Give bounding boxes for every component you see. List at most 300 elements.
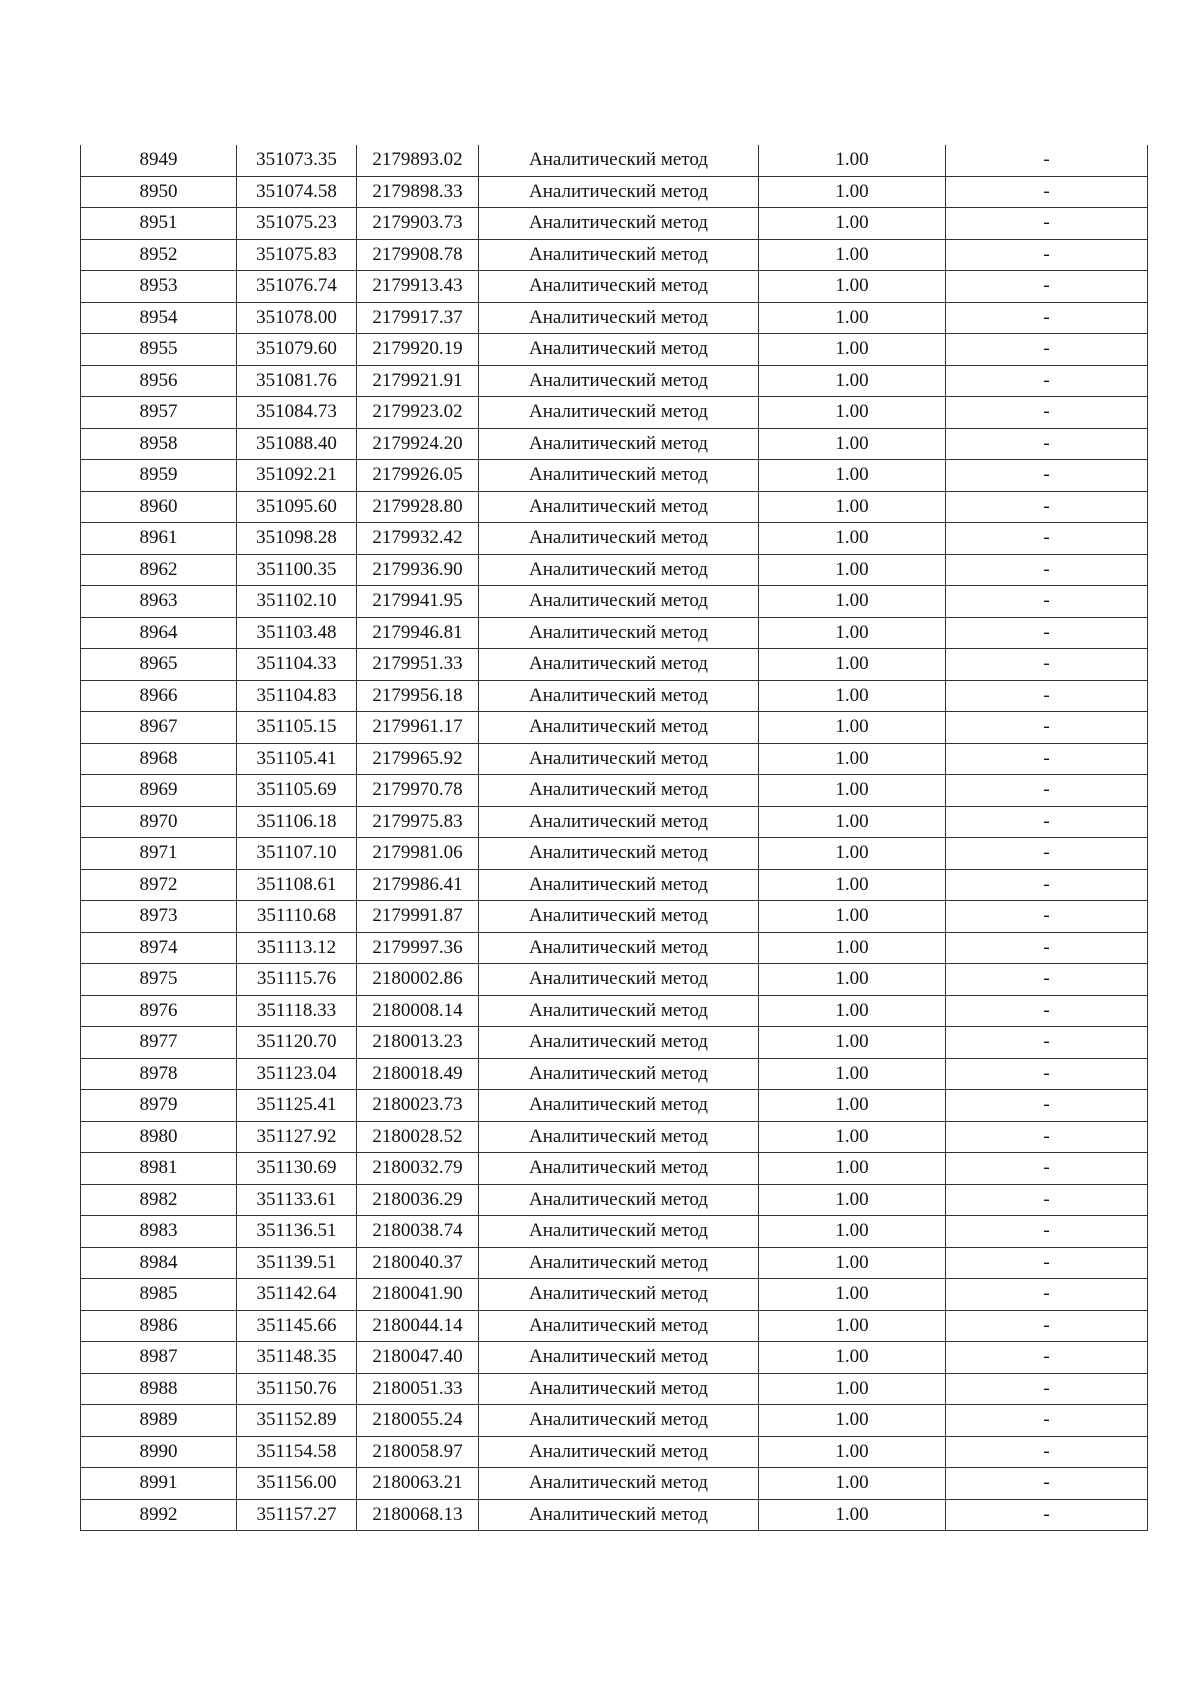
method-cell: Аналитический метод [479, 365, 759, 397]
accuracy-cell: 1.00 [759, 1216, 946, 1248]
table-row [81, 806, 1148, 838]
x-coordinate-cell: 351123.04 [237, 1058, 357, 1090]
point-number-cell: 8961 [81, 523, 237, 555]
point-number-cell: 8983 [81, 1216, 237, 1248]
x-coordinate-cell: 351079.60 [237, 334, 357, 366]
method-cell: Аналитический метод [479, 460, 759, 492]
method-cell: Аналитический метод [479, 1027, 759, 1059]
method-cell: Аналитический метод [479, 1499, 759, 1531]
accuracy-cell: 1.00 [759, 649, 946, 681]
x-coordinate-cell: 351095.60 [237, 491, 357, 523]
note-cell: - [946, 365, 1148, 397]
table-row [81, 208, 1148, 240]
accuracy-cell: 1.00 [759, 334, 946, 366]
note-cell: - [946, 302, 1148, 334]
point-number-cell: 8949 [81, 145, 237, 176]
x-coordinate-cell: 351120.70 [237, 1027, 357, 1059]
method-cell: Аналитический метод [479, 1247, 759, 1279]
accuracy-cell: 1.00 [759, 176, 946, 208]
point-number-cell: 8976 [81, 995, 237, 1027]
point-number-cell: 8966 [81, 680, 237, 712]
note-cell: - [946, 491, 1148, 523]
table-row [81, 743, 1148, 775]
method-cell: Аналитический метод [479, 1468, 759, 1500]
accuracy-cell: 1.00 [759, 964, 946, 996]
x-coordinate-cell: 351098.28 [237, 523, 357, 555]
method-cell: Аналитический метод [479, 964, 759, 996]
point-number-cell: 8974 [81, 932, 237, 964]
table-row [81, 1373, 1148, 1405]
accuracy-cell: 1.00 [759, 617, 946, 649]
y-coordinate-cell: 2179913.43 [357, 271, 479, 303]
y-coordinate-cell: 2180013.23 [357, 1027, 479, 1059]
table-row [81, 964, 1148, 996]
table-row [81, 334, 1148, 366]
note-cell: - [946, 869, 1148, 901]
x-coordinate-cell: 351145.66 [237, 1310, 357, 1342]
table-row [81, 1184, 1148, 1216]
x-coordinate-cell: 351148.35 [237, 1342, 357, 1374]
note-cell: - [946, 649, 1148, 681]
point-number-cell: 8963 [81, 586, 237, 618]
x-coordinate-cell: 351113.12 [237, 932, 357, 964]
accuracy-cell: 1.00 [759, 1090, 946, 1122]
x-coordinate-cell: 351105.15 [237, 712, 357, 744]
point-number-cell: 8989 [81, 1405, 237, 1437]
point-number-cell: 8958 [81, 428, 237, 460]
x-coordinate-cell: 351125.41 [237, 1090, 357, 1122]
x-coordinate-cell: 351157.27 [237, 1499, 357, 1531]
note-cell: - [946, 1216, 1148, 1248]
note-cell: - [946, 1310, 1148, 1342]
accuracy-cell: 1.00 [759, 932, 946, 964]
point-number-cell: 8981 [81, 1153, 237, 1185]
y-coordinate-cell: 2179920.19 [357, 334, 479, 366]
y-coordinate-cell: 2180038.74 [357, 1216, 479, 1248]
table-row [81, 1310, 1148, 1342]
method-cell: Аналитический метод [479, 712, 759, 744]
point-number-cell: 8960 [81, 491, 237, 523]
method-cell: Аналитический метод [479, 775, 759, 807]
accuracy-cell: 1.00 [759, 712, 946, 744]
y-coordinate-cell: 2179956.18 [357, 680, 479, 712]
y-coordinate-cell: 2180028.52 [357, 1121, 479, 1153]
accuracy-cell: 1.00 [759, 460, 946, 492]
note-cell: - [946, 806, 1148, 838]
y-coordinate-cell: 2179936.90 [357, 554, 479, 586]
point-number-cell: 8979 [81, 1090, 237, 1122]
accuracy-cell: 1.00 [759, 145, 946, 176]
method-cell: Аналитический метод [479, 271, 759, 303]
x-coordinate-cell: 351118.33 [237, 995, 357, 1027]
x-coordinate-cell: 351100.35 [237, 554, 357, 586]
accuracy-cell: 1.00 [759, 1342, 946, 1374]
method-cell: Аналитический метод [479, 176, 759, 208]
y-coordinate-cell: 2179903.73 [357, 208, 479, 240]
y-coordinate-cell: 2179970.78 [357, 775, 479, 807]
note-cell: - [946, 554, 1148, 586]
note-cell: - [946, 271, 1148, 303]
y-coordinate-cell: 2179928.80 [357, 491, 479, 523]
accuracy-cell: 1.00 [759, 1436, 946, 1468]
note-cell: - [946, 145, 1148, 176]
note-cell: - [946, 586, 1148, 618]
table-row [81, 1436, 1148, 1468]
table-row [81, 302, 1148, 334]
x-coordinate-cell: 351156.00 [237, 1468, 357, 1500]
x-coordinate-cell: 351105.69 [237, 775, 357, 807]
x-coordinate-cell: 351078.00 [237, 302, 357, 334]
y-coordinate-cell: 2180058.97 [357, 1436, 479, 1468]
method-cell: Аналитический метод [479, 932, 759, 964]
method-cell: Аналитический метод [479, 617, 759, 649]
table-row [81, 649, 1148, 681]
accuracy-cell: 1.00 [759, 491, 946, 523]
accuracy-cell: 1.00 [759, 1279, 946, 1311]
note-cell: - [946, 964, 1148, 996]
x-coordinate-cell: 351073.35 [237, 145, 357, 176]
accuracy-cell: 1.00 [759, 1310, 946, 1342]
note-cell: - [946, 743, 1148, 775]
point-number-cell: 8953 [81, 271, 237, 303]
y-coordinate-cell: 2180036.29 [357, 1184, 479, 1216]
point-number-cell: 8973 [81, 901, 237, 933]
table-row [81, 1090, 1148, 1122]
y-coordinate-cell: 2180040.37 [357, 1247, 479, 1279]
method-cell: Аналитический метод [479, 1090, 759, 1122]
x-coordinate-cell: 351081.76 [237, 365, 357, 397]
accuracy-cell: 1.00 [759, 239, 946, 271]
method-cell: Аналитический метод [479, 743, 759, 775]
accuracy-cell: 1.00 [759, 428, 946, 460]
method-cell: Аналитический метод [479, 869, 759, 901]
note-cell: - [946, 1499, 1148, 1531]
table-row [81, 554, 1148, 586]
x-coordinate-cell: 351108.61 [237, 869, 357, 901]
x-coordinate-cell: 351104.83 [237, 680, 357, 712]
method-cell: Аналитический метод [479, 334, 759, 366]
method-cell: Аналитический метод [479, 1216, 759, 1248]
method-cell: Аналитический метод [479, 554, 759, 586]
accuracy-cell: 1.00 [759, 271, 946, 303]
y-coordinate-cell: 2179932.42 [357, 523, 479, 555]
y-coordinate-cell: 2179975.83 [357, 806, 479, 838]
note-cell: - [946, 617, 1148, 649]
accuracy-cell: 1.00 [759, 838, 946, 870]
table-row [81, 491, 1148, 523]
x-coordinate-cell: 351088.40 [237, 428, 357, 460]
note-cell: - [946, 1342, 1148, 1374]
note-cell: - [946, 680, 1148, 712]
note-cell: - [946, 1279, 1148, 1311]
accuracy-cell: 1.00 [759, 1027, 946, 1059]
note-cell: - [946, 1184, 1148, 1216]
table-row [81, 712, 1148, 744]
point-number-cell: 8991 [81, 1468, 237, 1500]
point-number-cell: 8955 [81, 334, 237, 366]
method-cell: Аналитический метод [479, 586, 759, 618]
x-coordinate-cell: 351150.76 [237, 1373, 357, 1405]
y-coordinate-cell: 2180063.21 [357, 1468, 479, 1500]
coordinates-table-body [81, 145, 1148, 1531]
note-cell: - [946, 1058, 1148, 1090]
method-cell: Аналитический метод [479, 1373, 759, 1405]
x-coordinate-cell: 351130.69 [237, 1153, 357, 1185]
table-row [81, 586, 1148, 618]
y-coordinate-cell: 2179908.78 [357, 239, 479, 271]
y-coordinate-cell: 2179926.05 [357, 460, 479, 492]
method-cell: Аналитический метод [479, 397, 759, 429]
x-coordinate-cell: 351074.58 [237, 176, 357, 208]
point-number-cell: 8975 [81, 964, 237, 996]
accuracy-cell: 1.00 [759, 995, 946, 1027]
table-row [81, 239, 1148, 271]
table-row [81, 523, 1148, 555]
y-coordinate-cell: 2180018.49 [357, 1058, 479, 1090]
accuracy-cell: 1.00 [759, 1499, 946, 1531]
accuracy-cell: 1.00 [759, 806, 946, 838]
accuracy-cell: 1.00 [759, 901, 946, 933]
table-row [81, 775, 1148, 807]
table-row [81, 1027, 1148, 1059]
x-coordinate-cell: 351136.51 [237, 1216, 357, 1248]
y-coordinate-cell: 2180047.40 [357, 1342, 479, 1374]
x-coordinate-cell: 351102.10 [237, 586, 357, 618]
point-number-cell: 8987 [81, 1342, 237, 1374]
accuracy-cell: 1.00 [759, 869, 946, 901]
note-cell: - [946, 208, 1148, 240]
point-number-cell: 8962 [81, 554, 237, 586]
y-coordinate-cell: 2180008.14 [357, 995, 479, 1027]
y-coordinate-cell: 2179981.06 [357, 838, 479, 870]
note-cell: - [946, 838, 1148, 870]
note-cell: - [946, 397, 1148, 429]
point-number-cell: 8970 [81, 806, 237, 838]
x-coordinate-cell: 351075.23 [237, 208, 357, 240]
accuracy-cell: 1.00 [759, 775, 946, 807]
table-row [81, 617, 1148, 649]
note-cell: - [946, 1027, 1148, 1059]
table-row [81, 460, 1148, 492]
method-cell: Аналитический метод [479, 1121, 759, 1153]
table-row [81, 1247, 1148, 1279]
point-number-cell: 8977 [81, 1027, 237, 1059]
point-number-cell: 8956 [81, 365, 237, 397]
y-coordinate-cell: 2179961.17 [357, 712, 479, 744]
accuracy-cell: 1.00 [759, 680, 946, 712]
x-coordinate-cell: 351133.61 [237, 1184, 357, 1216]
point-number-cell: 8964 [81, 617, 237, 649]
accuracy-cell: 1.00 [759, 586, 946, 618]
table-row [81, 271, 1148, 303]
method-cell: Аналитический метод [479, 806, 759, 838]
y-coordinate-cell: 2179946.81 [357, 617, 479, 649]
table-row [81, 995, 1148, 1027]
method-cell: Аналитический метод [479, 1279, 759, 1311]
accuracy-cell: 1.00 [759, 365, 946, 397]
accuracy-cell: 1.00 [759, 1121, 946, 1153]
y-coordinate-cell: 2180023.73 [357, 1090, 479, 1122]
table-row [81, 397, 1148, 429]
table-row [81, 1499, 1148, 1531]
note-cell: - [946, 932, 1148, 964]
method-cell: Аналитический метод [479, 1342, 759, 1374]
y-coordinate-cell: 2179941.95 [357, 586, 479, 618]
y-coordinate-cell: 2179923.02 [357, 397, 479, 429]
table-row [81, 1058, 1148, 1090]
y-coordinate-cell: 2180068.13 [357, 1499, 479, 1531]
x-coordinate-cell: 351075.83 [237, 239, 357, 271]
accuracy-cell: 1.00 [759, 554, 946, 586]
method-cell: Аналитический метод [479, 1153, 759, 1185]
point-number-cell: 8954 [81, 302, 237, 334]
method-cell: Аналитический метод [479, 523, 759, 555]
note-cell: - [946, 176, 1148, 208]
x-coordinate-cell: 351152.89 [237, 1405, 357, 1437]
note-cell: - [946, 428, 1148, 460]
method-cell: Аналитический метод [479, 1310, 759, 1342]
note-cell: - [946, 334, 1148, 366]
accuracy-cell: 1.00 [759, 523, 946, 555]
point-number-cell: 8969 [81, 775, 237, 807]
x-coordinate-cell: 351154.58 [237, 1436, 357, 1468]
accuracy-cell: 1.00 [759, 302, 946, 334]
method-cell: Аналитический метод [479, 1058, 759, 1090]
method-cell: Аналитический метод [479, 428, 759, 460]
x-coordinate-cell: 351107.10 [237, 838, 357, 870]
table-row [81, 176, 1148, 208]
y-coordinate-cell: 2180051.33 [357, 1373, 479, 1405]
accuracy-cell: 1.00 [759, 1468, 946, 1500]
accuracy-cell: 1.00 [759, 1247, 946, 1279]
x-coordinate-cell: 351103.48 [237, 617, 357, 649]
accuracy-cell: 1.00 [759, 1058, 946, 1090]
y-coordinate-cell: 2179917.37 [357, 302, 479, 334]
note-cell: - [946, 1090, 1148, 1122]
note-cell: - [946, 460, 1148, 492]
point-number-cell: 8980 [81, 1121, 237, 1153]
note-cell: - [946, 712, 1148, 744]
method-cell: Аналитический метод [479, 302, 759, 334]
point-number-cell: 8952 [81, 239, 237, 271]
y-coordinate-cell: 2179997.36 [357, 932, 479, 964]
table-row [81, 932, 1148, 964]
note-cell: - [946, 901, 1148, 933]
accuracy-cell: 1.00 [759, 208, 946, 240]
coordinates-table [80, 145, 1148, 1531]
table-row [81, 1216, 1148, 1248]
x-coordinate-cell: 351110.68 [237, 901, 357, 933]
table-row [81, 1468, 1148, 1500]
point-number-cell: 8978 [81, 1058, 237, 1090]
note-cell: - [946, 775, 1148, 807]
table-row [81, 901, 1148, 933]
note-cell: - [946, 1121, 1148, 1153]
x-coordinate-cell: 351115.76 [237, 964, 357, 996]
method-cell: Аналитический метод [479, 680, 759, 712]
y-coordinate-cell: 2179965.92 [357, 743, 479, 775]
method-cell: Аналитический метод [479, 208, 759, 240]
table-row [81, 1279, 1148, 1311]
table-row [81, 1342, 1148, 1374]
method-cell: Аналитический метод [479, 239, 759, 271]
accuracy-cell: 1.00 [759, 743, 946, 775]
note-cell: - [946, 1405, 1148, 1437]
method-cell: Аналитический метод [479, 901, 759, 933]
x-coordinate-cell: 351106.18 [237, 806, 357, 838]
y-coordinate-cell: 2180032.79 [357, 1153, 479, 1185]
point-number-cell: 8972 [81, 869, 237, 901]
accuracy-cell: 1.00 [759, 1405, 946, 1437]
y-coordinate-cell: 2180055.24 [357, 1405, 479, 1437]
note-cell: - [946, 1468, 1148, 1500]
method-cell: Аналитический метод [479, 491, 759, 523]
table-row [81, 1405, 1148, 1437]
note-cell: - [946, 1247, 1148, 1279]
point-number-cell: 8965 [81, 649, 237, 681]
point-number-cell: 8992 [81, 1499, 237, 1531]
y-coordinate-cell: 2179921.91 [357, 365, 479, 397]
point-number-cell: 8951 [81, 208, 237, 240]
accuracy-cell: 1.00 [759, 397, 946, 429]
y-coordinate-cell: 2180002.86 [357, 964, 479, 996]
note-cell: - [946, 1373, 1148, 1405]
point-number-cell: 8950 [81, 176, 237, 208]
point-number-cell: 8990 [81, 1436, 237, 1468]
table-row [81, 838, 1148, 870]
note-cell: - [946, 239, 1148, 271]
x-coordinate-cell: 351092.21 [237, 460, 357, 492]
method-cell: Аналитический метод [479, 1405, 759, 1437]
x-coordinate-cell: 351142.64 [237, 1279, 357, 1311]
y-coordinate-cell: 2180044.14 [357, 1310, 479, 1342]
y-coordinate-cell: 2179991.87 [357, 901, 479, 933]
note-cell: - [946, 1436, 1148, 1468]
method-cell: Аналитический метод [479, 995, 759, 1027]
x-coordinate-cell: 351076.74 [237, 271, 357, 303]
y-coordinate-cell: 2180041.90 [357, 1279, 479, 1311]
method-cell: Аналитический метод [479, 649, 759, 681]
method-cell: Аналитический метод [479, 1436, 759, 1468]
point-number-cell: 8959 [81, 460, 237, 492]
accuracy-cell: 1.00 [759, 1184, 946, 1216]
note-cell: - [946, 995, 1148, 1027]
point-number-cell: 8988 [81, 1373, 237, 1405]
point-number-cell: 8982 [81, 1184, 237, 1216]
x-coordinate-cell: 351084.73 [237, 397, 357, 429]
y-coordinate-cell: 2179898.33 [357, 176, 479, 208]
accuracy-cell: 1.00 [759, 1153, 946, 1185]
table-row [81, 145, 1148, 176]
method-cell: Аналитический метод [479, 1184, 759, 1216]
accuracy-cell: 1.00 [759, 1373, 946, 1405]
point-number-cell: 8986 [81, 1310, 237, 1342]
point-number-cell: 8985 [81, 1279, 237, 1311]
method-cell: Аналитический метод [479, 838, 759, 870]
x-coordinate-cell: 351105.41 [237, 743, 357, 775]
table-row [81, 365, 1148, 397]
point-number-cell: 8971 [81, 838, 237, 870]
table-row [81, 428, 1148, 460]
x-coordinate-cell: 351127.92 [237, 1121, 357, 1153]
note-cell: - [946, 523, 1148, 555]
y-coordinate-cell: 2179924.20 [357, 428, 479, 460]
table-row [81, 869, 1148, 901]
note-cell: - [946, 1153, 1148, 1185]
point-number-cell: 8967 [81, 712, 237, 744]
y-coordinate-cell: 2179951.33 [357, 649, 479, 681]
point-number-cell: 8968 [81, 743, 237, 775]
